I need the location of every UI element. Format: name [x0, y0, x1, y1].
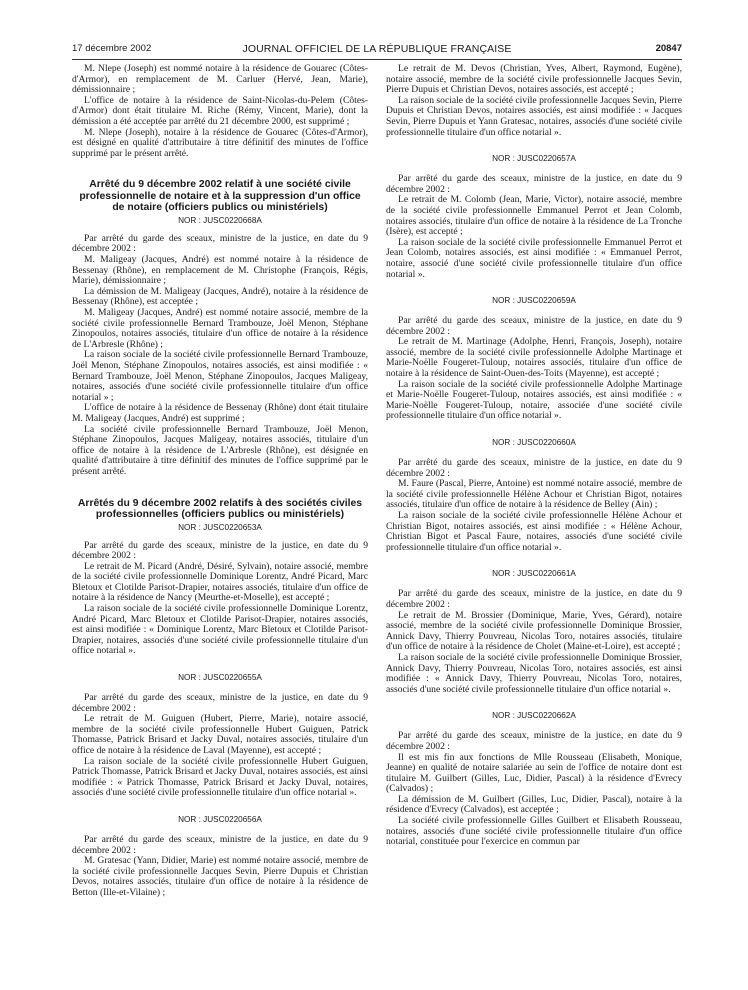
nor-reference: NOR : JUSC0220653A [178, 522, 262, 532]
paragraph: L'office de notaire à la résidence de Saint-Nicolas-du-Pelem (Côtes-d'Armor) dont était titulaire M. Riche (Rémy, Vincent, Marie), dont la démission a été acceptée par arrêté du 21 décembre 2000, est supprimé ; [72, 94, 368, 127]
paragraph: M. Nlepe (Joseph), notaire à la résidence de Gouarec (Côtes-d'Armor), est désigné en qualité d'attributaire à titre définitif des minutes de l'office supprimé par le présent arrêté. [72, 126, 368, 159]
paragraph: Le retrait de M. Picard (André, Désiré, Sylvain), notaire associé, membre de la société civile professionnelle Dominique Lorentz, André Picard, Marc Bletoux et Clotilde Parisot-Drapier, notaires associés, titulaire d'un office de notaire à la résidence de Nancy (Meurthe-et-Moselle), est accepté ; [72, 560, 368, 604]
left-column [72, 64, 368, 899]
paragraph: Le retrait de M. Guiguen (Hubert, Pierre, Marie), notaire associé, membre de la société civile professionnelle Hubert Guiguen, Patrick Thomasse, Patrick Brisard et Jacky Duval, notaires associés, titulaire d'un office de notaire à la résidence de Laval (Mayenne), est accepté ; [72, 713, 368, 756]
paragraph: La raison sociale de la société civile professionnelle Hélène Achour et Christian Bigot, notaires associés, est ainsi modifiée : « Hélène Achour, Christian Bigot et Pascal Faure, notaires, associés d'une société civile professionnelle titulaire d'un office notarial ». [386, 510, 682, 553]
paragraph: Le retrait de M. Devos (Christian, Yves, Albert, Raymond, Eugène), notaire associé, membre de la société civile professionnelle Jacques Sevin, Pierre Dupuis et Christian Devos, notaires associés, est accepté ; [386, 63, 682, 96]
section-title: Arrêté du 9 décembre 2002 relatif à une société civile professionnelle de notaire et à la suppression d'un office de notaire (officiers publics ou ministériels) [79, 179, 361, 214]
paragraph: La raison sociale de la société civile professionnelle Dominique Brossier, Annick Davy, Thierry Pouvreau, Nicolas Toro, notaires associés, est ainsi modifiée : « Annick Davy, Thierry Pouvreau, Nicolas Toro, notaires, associés d'une société civile professionnelle titulaire d'un office notarial ». [386, 651, 682, 695]
page-number: 20847 [655, 43, 682, 54]
nor-reference: NOR : JUSC0220662A [492, 711, 576, 721]
paragraph: Par arrêté du garde des sceaux, ministre de la justice, en date du 9 décembre 2002 : [386, 588, 682, 610]
nor-reference: NOR : JUSC0220656A [178, 814, 262, 824]
paragraph: M. Nlepe (Joseph) est nommé notaire à la résidence de Gouarec (Côtes-d'Armor), en remplacement de M. Carluer (Hervé, Jean, Marie), démissionnaire ; [72, 63, 368, 96]
paragraph: Le retrait de M. Martinage (Adolphe, Henri, François, Joseph), notaire associé, membre de la société civile professionnelle Adolphe Martinage et Marie-Noëlle Fougeret-Tuloup, notaires associés, titulaire d'un office de notaire à la résidence de Saint-Ouen-des-Toits (Mayenne), est accepté ; [386, 336, 682, 380]
paragraph: Par arrêté du garde des sceaux, ministre de la justice, en date du 9 décembre 2002 : [72, 833, 368, 856]
paragraph: La démission de M. Guilbert (Gilles, Luc, Didier, Pascal), notaire à la résidence d'Evrecy (Calvados), est acceptée ; [386, 793, 682, 816]
paragraph: M. Maligeay (Jacques, André) est nommé notaire à la résidence de Bessenay (Rhône), en remplacement de M. Christophe (François, Régis, Marie), démissionnaire ; [72, 254, 368, 287]
paragraph: M. Faure (Pascal, Pierre, Antoine) est nommé notaire associé, membre de la société civile professionnelle Hélène Achour et Christian Bigot, notaires associés, titulaire d'un office de notaire à la résidence de Belley (Ain) ; [386, 478, 682, 511]
header-rule [72, 59, 682, 60]
paragraph: Par arrêté du garde des sceaux, ministre de la justice, en date du 9 décembre 2002 : [386, 457, 682, 479]
paragraph: M. Maligeay (Jacques, André) est nommé notaire associé, membre de la société civile professionnelle Bernard Trambouze, Joël Menon, Stéphane Zinopoulos, notaires associés, titulaire d'un office de notaire à la résidence de L'Arbresle (Rhône) ; [72, 307, 368, 350]
paragraph: Par arrêté du garde des sceaux, ministre de la justice, en date du 9 décembre 2002 : [72, 232, 368, 255]
paragraph: Par arrêté du garde des sceaux, ministre de la justice, en date du 9 décembre 2002 : [386, 173, 682, 195]
paragraph: La raison sociale de la société civile professionnelle Emmanuel Perrot et Jean Colomb, notaires associés, est ainsi modifiée : « Emmanuel Perrot, notaire, associé d'une société civile professionnelle titulaire d'un office notarial ». [386, 236, 682, 280]
paragraph: La société civile professionnelle Bernard Trambouze, Joël Menon, Stéphane Zinopoulos, Jacques Maligeay, notaires associés, titulaire d'un office de notaire à la résidence de L'Arbresle (Rhône), est désignée en qualité d'attributaire à titre définitif des minutes de l'office supprimé par le présent arrêté. [72, 423, 368, 477]
journal-title: JOURNAL OFFICIEL DE LA RÉPUBLIQUE FRANÇAISE [242, 43, 512, 55]
paragraph: La raison sociale de la société civile professionnelle Bernard Trambouze, Joël Menon, Stéphane Zinopoulos, notaires associés, est ainsi modifiée : « Bernard Trambouze, Joël Menon, Stéphane Zinopoulos, Jacques Maligeay, notaires, associés d'une société civile professionnelle titulaire d'un office notarial » ; [72, 349, 368, 403]
paragraph: Par arrêté du garde des sceaux, ministre de la justice, en date du 9 décembre 2002 : [72, 692, 368, 714]
nor-reference: NOR : JUSC0220661A [492, 569, 576, 579]
paragraph: La société civile professionnelle Gilles Guilbert et Elisabeth Rousseau, notaires, associés d'une société civile professionnelle titulaire d'un office notarial, constituée pour l'exercice en commun par [386, 815, 682, 848]
paragraph: Par arrêté du garde des sceaux, ministre de la justice, en date du 9 décembre 2002 : [386, 730, 682, 752]
section-title: Arrêtés du 9 décembre 2002 relatifs à des sociétés civiles professionnelles (officiers publics ou ministériels) [77, 497, 363, 520]
right-column [386, 64, 682, 848]
paragraph: La raison sociale de la société civile professionnelle Adolphe Martinage et Marie-Noëlle Fougeret-Tuloup, notaires associés, est ainsi modifiée : « Marie-Noëlle Fougeret-Tuloup, notaire, associée d'une société civile professionnelle titulaire d'un office notarial ». [386, 378, 682, 422]
paragraph: L'office de notaire à la résidence de Bessenay (Rhône) dont était titulaire M. Maligeay (Jacques, André) est supprimé ; [72, 402, 368, 424]
paragraph: Il est mis fin aux fonctions de Mlle Rousseau (Elisabeth, Monique, Jeanne) en qualité de notaire salariée au sein de l'office de notaire dont est titulaire M. Guilbert (Gilles, Luc, Didier, Pascal) à la résidence d'Evrecy (Calvados) ; [386, 751, 682, 795]
nor-reference: NOR : JUSC0220657A [492, 154, 576, 164]
paragraph: Le retrait de M. Brossier (Dominique, Marie, Yves, Gérard), notaire associé, membre de la société civile professionnelle Dominique Brossier, Annick Davy, Thierry Pouvreau, Nicolas Toro, notaires associés, titulaire d'un office de notaire à la résidence de Cholet (Maine-et-Loire), est accepté ; [386, 609, 682, 653]
paragraph: La raison sociale de la société civile professionnelle Dominique Lorentz, André Picard, Marc Bletoux et Clotilde Parisot-Drapier, notaires associés, est ainsi modifiée : « Dominique Lorentz, Marc Bletoux et Clotilde Parisot-Drapier, notaires, associés d'une société civile professionnelle titulaire d'un office notarial ». [72, 603, 368, 657]
paragraph: La raison sociale de la société civile professionnelle Jacques Sevin, Pierre Dupuis et Christian Devos, notaires associés, est ainsi modifiée : « Jacques Sevin, Pierre Dupuis et Yann Gratesac, notaires, associés d'une société civile professionnelle titulaire d'un office notarial ». [386, 94, 682, 138]
header-date: 17 décembre 2002 [72, 43, 152, 54]
nor-reference: NOR : JUSC0220655A [178, 673, 262, 683]
paragraph: Par arrêté du garde des sceaux, ministre de la justice, en date du 9 décembre 2002 : [386, 315, 682, 337]
nor-reference: NOR : JUSC0220668A [178, 215, 262, 225]
nor-reference: NOR : JUSC0220659A [492, 296, 576, 306]
paragraph: Par arrêté du garde des sceaux, ministre de la justice, en date du 9 décembre 2002 : [72, 539, 368, 562]
paragraph: M. Gratesac (Yann, Didier, Marie) est nommé notaire associé, membre de la société civile professionnelle Jacques Sevin, Pierre Dupuis et Christian Devos, notaires associés, titulaire d'un office de notaire à la résidence de Betton (Ille-et-Vilaine) ; [72, 855, 368, 898]
nor-reference: NOR : JUSC0220660A [492, 438, 576, 448]
paragraph: La raison sociale de la société civile professionnelle Hubert Guiguen, Patrick Thomasse, Patrick Brisard et Jacky Duval, notaires associés, est ainsi modifiée : « Patrick Thomasse, Patrick Brisard et Jacky Duval, notaires, associés d'une société civile professionnelle titulaire d'un office notarial ». [72, 755, 368, 799]
page-header [72, 43, 682, 57]
paragraph: La démission de M. Maligeay (Jacques, André), notaire à la résidence de Bessenay (Rhône), est acceptée ; [72, 285, 368, 308]
paragraph: Le retrait de M. Colomb (Jean, Marie, Victor), notaire associé, membre de la société civile professionnelle Emmanuel Perrot et Jean Colomb, notaires associés, titulaire d'un office de notaire à la résidence de La Tronche (Isère), est accepté ; [386, 194, 682, 238]
